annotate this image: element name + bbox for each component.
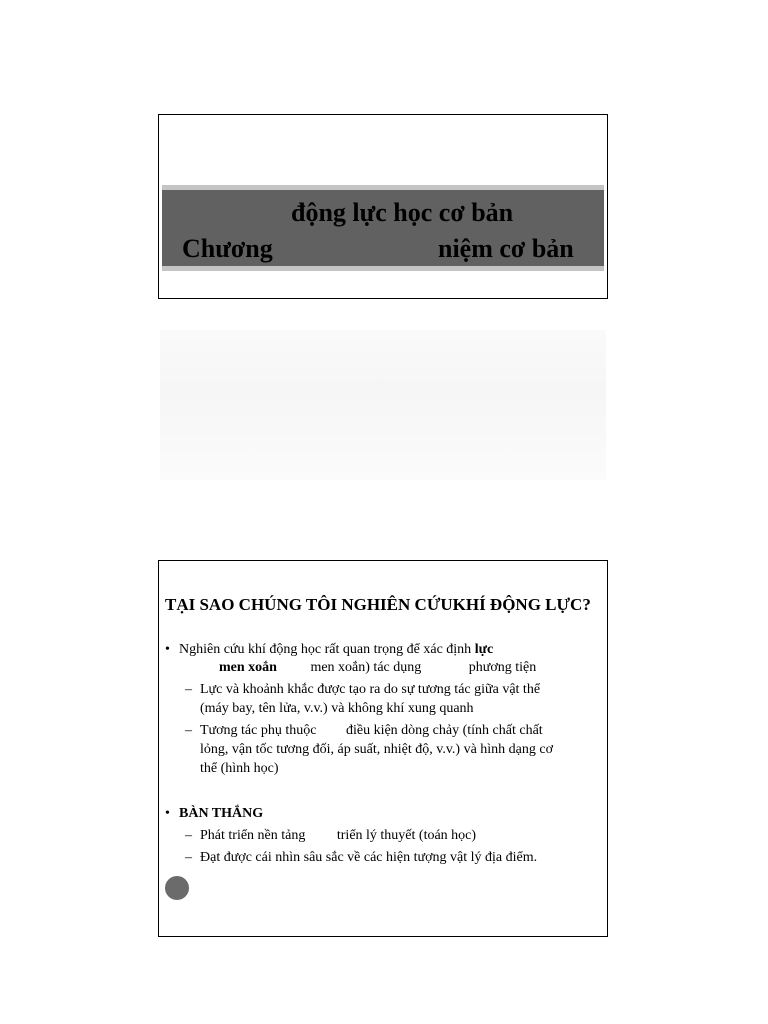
sub-2-line-1-b: điều kiện dòng chảy (tính chất chất [345, 723, 543, 738]
bullet-1-line-2-b: phương tiện [468, 660, 537, 675]
bullet-1-line-2 [219, 661, 536, 675]
bullet-1-text: Nghiên cứu khí động học rất quan trọng để xác định [179, 642, 472, 657]
sub-4-line: Đạt được cái nhìn sâu sắc về các hiện tượng vật lý địa điểm. [200, 850, 538, 865]
sub-3-line [200, 829, 476, 843]
sub-2-line-1 [200, 724, 543, 738]
bullet-1-line-2-a: men xoắn) tác dụng [310, 660, 422, 675]
bullet-1-bold-term: lực [474, 642, 494, 657]
dash-marker: – [185, 723, 192, 738]
bullet-marker: • [165, 642, 170, 657]
faded-area [160, 330, 606, 480]
title-band [162, 185, 604, 271]
slide-heading: TẠI SAO CHÚNG TÔI NGHIÊN CỨUKHÍ ĐỘNG LỰC? [165, 595, 591, 614]
sub-1-line-1: Lực và khoảnh khắc được tạo ra do sự tương tác giữa vật thể [200, 682, 541, 697]
dash-marker: – [185, 682, 192, 697]
sub-2-line-3: thể (hình học) [200, 761, 279, 776]
sub-1-line-2: (máy bay, tên lửa, v.v.) và không khí xung quanh [200, 701, 474, 716]
title-line-1: động lực học cơ bản [291, 198, 514, 227]
sub-2-line-1-a: Tương tác phụ thuộc [200, 723, 317, 738]
title-line-2-left: Chương [182, 234, 273, 263]
bullet-marker: • [165, 806, 170, 821]
bullet-1-line-1 [179, 643, 493, 657]
decorative-circle [165, 876, 189, 900]
dash-marker: – [185, 828, 192, 843]
sub-2-line-2: lỏng, vận tốc tương đối, áp suất, nhiệt độ, v.v.) và hình dạng cơ [200, 742, 554, 757]
bullet-2-heading: BÀN THẮNG [179, 806, 264, 821]
title-line-2-right: niệm cơ bản [438, 234, 574, 263]
content-slide [158, 560, 608, 937]
title-slide [158, 114, 608, 299]
bullet-1-bold-term-2: men xoắn [219, 660, 277, 675]
sub-3-a: Phát triển nền tảng [200, 828, 306, 843]
sub-3-b: triển lý thuyết (toán học) [336, 828, 477, 843]
dash-marker: – [185, 850, 192, 865]
